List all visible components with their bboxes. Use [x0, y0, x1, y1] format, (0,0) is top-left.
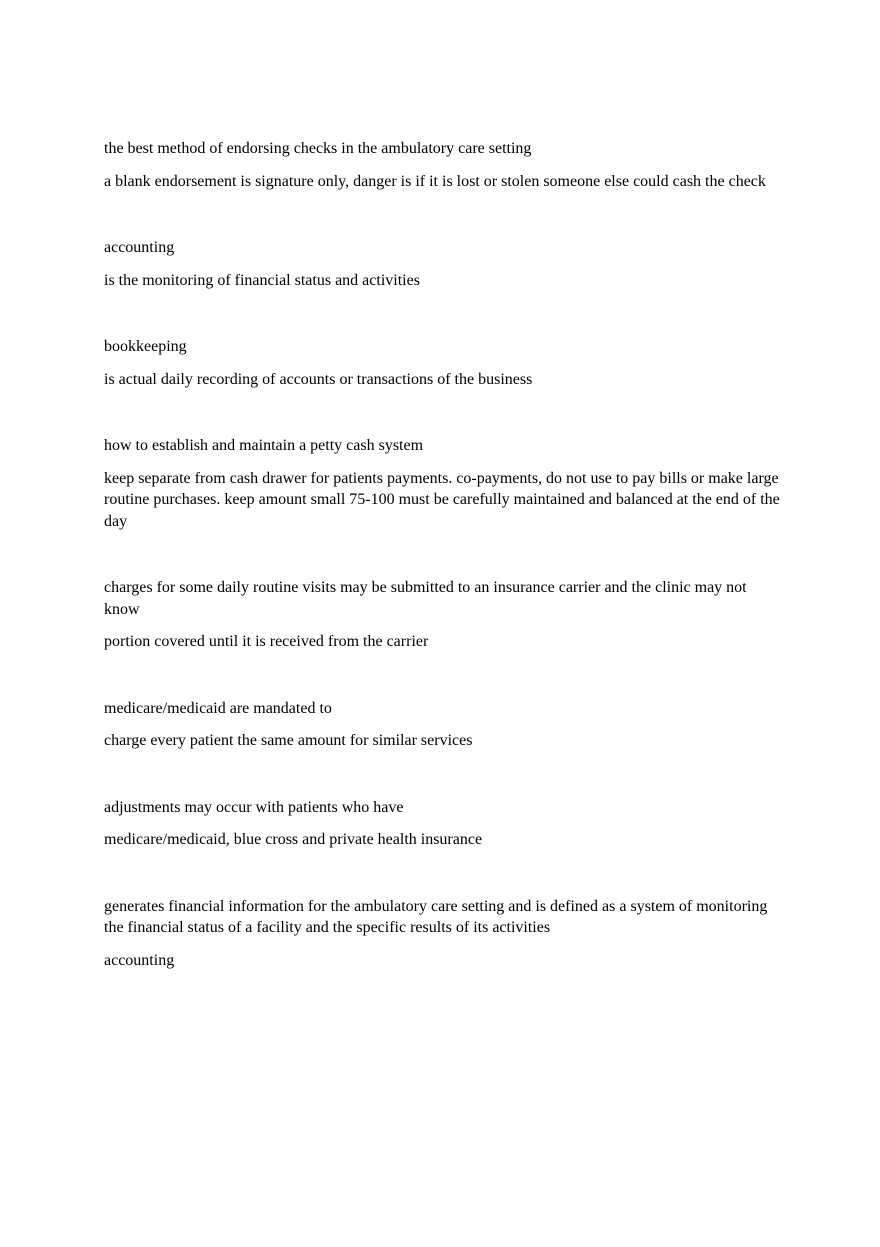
card-definition: keep separate from cash drawer for patients payments. co-payments, do not use to pay bills or make large routine purchases. keep amount small 75-100 must be carefully maintained and balanced at the end of the day — [104, 469, 780, 530]
card-term: how to establish and maintain a petty cash system — [104, 437, 424, 454]
flashcard-4 — [104, 435, 784, 532]
card-definition: portion covered until it is received from the carrier — [104, 633, 429, 650]
flashcard-6 — [104, 698, 784, 752]
flashcard-3 — [104, 336, 784, 390]
flashcard-5 — [104, 577, 784, 653]
card-term: adjustments may occur with patients who have — [104, 798, 404, 816]
flashcard-1 — [104, 138, 784, 192]
card-definition: accounting — [104, 951, 175, 969]
card-term: bookkeeping — [104, 338, 187, 355]
flashcard-8 — [104, 896, 784, 972]
flashcard-7 — [104, 797, 784, 851]
card-term: charges for some daily routine visits may be submitted to an insurance carrier and the clinic may not know — [104, 579, 747, 618]
document-page — [104, 138, 784, 1016]
card-definition: a blank endorsement is signature only, danger is if it is lost or stolen someone else could cash the check — [104, 172, 766, 190]
card-definition: is the monitoring of financial status and activities — [104, 271, 420, 289]
card-term: medicare/medicaid are mandated to — [104, 699, 332, 717]
card-definition: is actual daily recording of accounts or transactions of the business — [104, 370, 533, 388]
card-definition: medicare/medicaid, blue cross and private health insurance — [104, 831, 483, 848]
card-definition: charge every patient the same amount for similar services — [104, 732, 473, 749]
card-term: generates financial information for the ambulatory care setting and is defined as a system of monitoring the financial status of a facility and the specific results of its activities — [104, 897, 768, 936]
flashcard-2 — [104, 237, 784, 291]
card-term: accounting — [104, 239, 175, 256]
card-term: the best method of endorsing checks in the ambulatory care setting — [104, 140, 532, 157]
